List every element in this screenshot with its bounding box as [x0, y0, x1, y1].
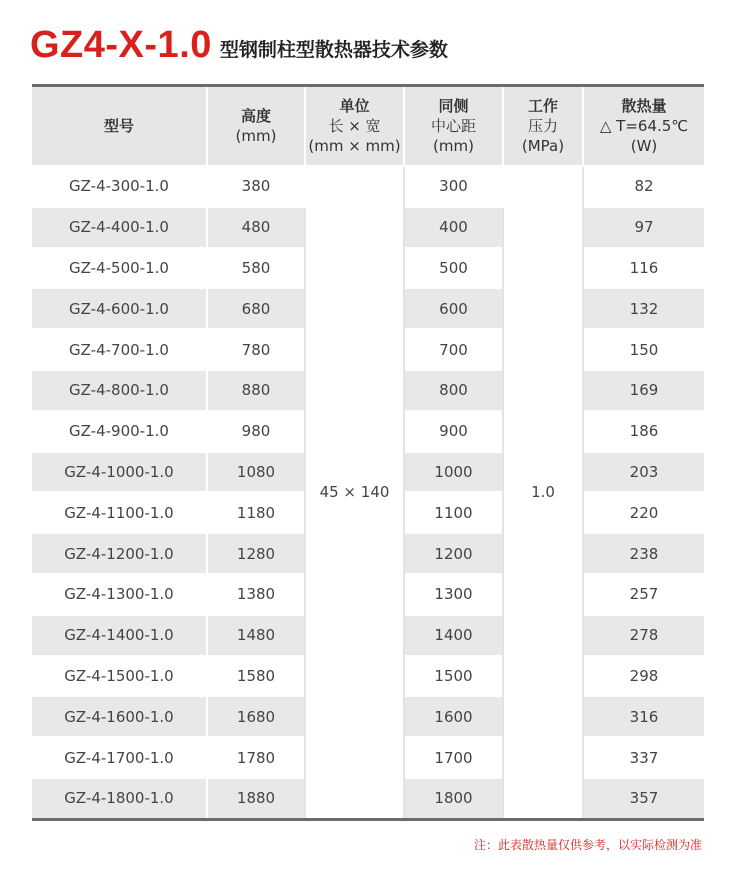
- cell-center-distance: 1500: [404, 656, 503, 697]
- header-line: (mm): [433, 137, 474, 155]
- cell-center-distance: 600: [404, 288, 503, 329]
- cell-center-distance: 1200: [404, 533, 503, 574]
- cell-center-distance: 300: [404, 166, 503, 207]
- cell-model: GZ-4-1400-1.0: [32, 615, 207, 656]
- table-body: [32, 166, 704, 819]
- cell-model: GZ-4-900-1.0: [32, 411, 207, 452]
- header-line: 同侧: [438, 97, 469, 115]
- cell-heat-output: 316: [583, 696, 704, 737]
- cell-center-distance: 1300: [404, 574, 503, 615]
- cell-center-distance: 1400: [404, 615, 503, 656]
- disclaimer-note: 注：此表散热量仅供参考，以实际检测为准: [473, 838, 702, 852]
- header-pressure: [503, 86, 583, 167]
- cell-center-distance: 1800: [404, 778, 503, 819]
- header-model: [32, 86, 207, 167]
- header-line: (mm × mm): [308, 137, 401, 155]
- cell-model: GZ-4-1600-1.0: [32, 696, 207, 737]
- cell-heat-output: 82: [583, 166, 704, 207]
- spec-table: [32, 84, 704, 821]
- header-line: 长 × 宽: [328, 117, 381, 135]
- cell-height: 1480: [207, 615, 305, 656]
- cell-heat-output: 220: [583, 492, 704, 533]
- cell-center-distance: 900: [404, 411, 503, 452]
- cell-unit-size: 45 × 140: [305, 166, 404, 819]
- cell-height: 1080: [207, 452, 305, 493]
- table-header-row: [32, 86, 704, 167]
- cell-model: GZ-4-1700-1.0: [32, 737, 207, 778]
- cell-height: 1680: [207, 696, 305, 737]
- cell-heat-output: 116: [583, 248, 704, 289]
- cell-heat-output: 169: [583, 370, 704, 411]
- header-line: 型号: [103, 117, 134, 135]
- cell-heat-output: 337: [583, 737, 704, 778]
- header-line: 中心距: [430, 117, 476, 135]
- header-size: [305, 86, 404, 167]
- header-line: 工作: [527, 97, 558, 115]
- header-heat-output: [583, 86, 704, 167]
- cell-center-distance: 1100: [404, 492, 503, 533]
- cell-heat-output: 278: [583, 615, 704, 656]
- cell-height: 1880: [207, 778, 305, 819]
- cell-heat-output: 97: [583, 207, 704, 248]
- cell-model: GZ-4-300-1.0: [32, 166, 207, 207]
- cell-height: 680: [207, 288, 305, 329]
- cell-heat-output: 257: [583, 574, 704, 615]
- cell-center-distance: 1600: [404, 696, 503, 737]
- cell-model: GZ-4-600-1.0: [32, 288, 207, 329]
- cell-model: GZ-4-400-1.0: [32, 207, 207, 248]
- header-line: 散热量: [621, 97, 667, 115]
- page-title: [30, 14, 448, 68]
- cell-height: 1280: [207, 533, 305, 574]
- cell-center-distance: 800: [404, 370, 503, 411]
- cell-model: GZ-4-1500-1.0: [32, 656, 207, 697]
- title-subtitle: 型钢制柱型散热器技术参数: [219, 39, 448, 61]
- cell-height: 1180: [207, 492, 305, 533]
- cell-heat-output: 132: [583, 288, 704, 329]
- cell-height: 380: [207, 166, 305, 207]
- cell-height: 580: [207, 248, 305, 289]
- header-height: [207, 86, 305, 167]
- cell-heat-output: 238: [583, 533, 704, 574]
- cell-center-distance: 700: [404, 329, 503, 370]
- cell-center-distance: 1000: [404, 452, 503, 493]
- cell-heat-output: 186: [583, 411, 704, 452]
- cell-center-distance: 400: [404, 207, 503, 248]
- header-center-distance: [404, 86, 503, 167]
- cell-height: 1780: [207, 737, 305, 778]
- model-series-title: GZ4-X-1.0: [30, 24, 212, 66]
- cell-heat-output: 298: [583, 656, 704, 697]
- cell-center-distance: 1700: [404, 737, 503, 778]
- cell-heat-output: 150: [583, 329, 704, 370]
- header-line: 单位: [339, 97, 370, 115]
- cell-model: GZ-4-1100-1.0: [32, 492, 207, 533]
- cell-model: GZ-4-500-1.0: [32, 248, 207, 289]
- cell-height: 780: [207, 329, 305, 370]
- table-row: [32, 166, 704, 207]
- cell-center-distance: 500: [404, 248, 503, 289]
- cell-height: 980: [207, 411, 305, 452]
- cell-height: 1380: [207, 574, 305, 615]
- header-line: (MPa): [521, 137, 565, 155]
- cell-model: GZ-4-700-1.0: [32, 329, 207, 370]
- cell-height: 1580: [207, 656, 305, 697]
- header-line: 高度: [240, 107, 271, 125]
- cell-heat-output: 203: [583, 452, 704, 493]
- cell-model: GZ-4-1000-1.0: [32, 452, 207, 493]
- header-line: (W): [630, 137, 658, 155]
- cell-model: GZ-4-800-1.0: [32, 370, 207, 411]
- cell-height: 880: [207, 370, 305, 411]
- header-line: 压力: [527, 117, 558, 135]
- cell-model: GZ-4-1200-1.0: [32, 533, 207, 574]
- cell-height: 480: [207, 207, 305, 248]
- cell-working-pressure: 1.0: [503, 166, 583, 819]
- cell-model: GZ-4-1800-1.0: [32, 778, 207, 819]
- header-line: (mm): [235, 127, 277, 145]
- header-line: △ T=64.5℃: [599, 117, 689, 135]
- cell-heat-output: 357: [583, 778, 704, 819]
- cell-model: GZ-4-1300-1.0: [32, 574, 207, 615]
